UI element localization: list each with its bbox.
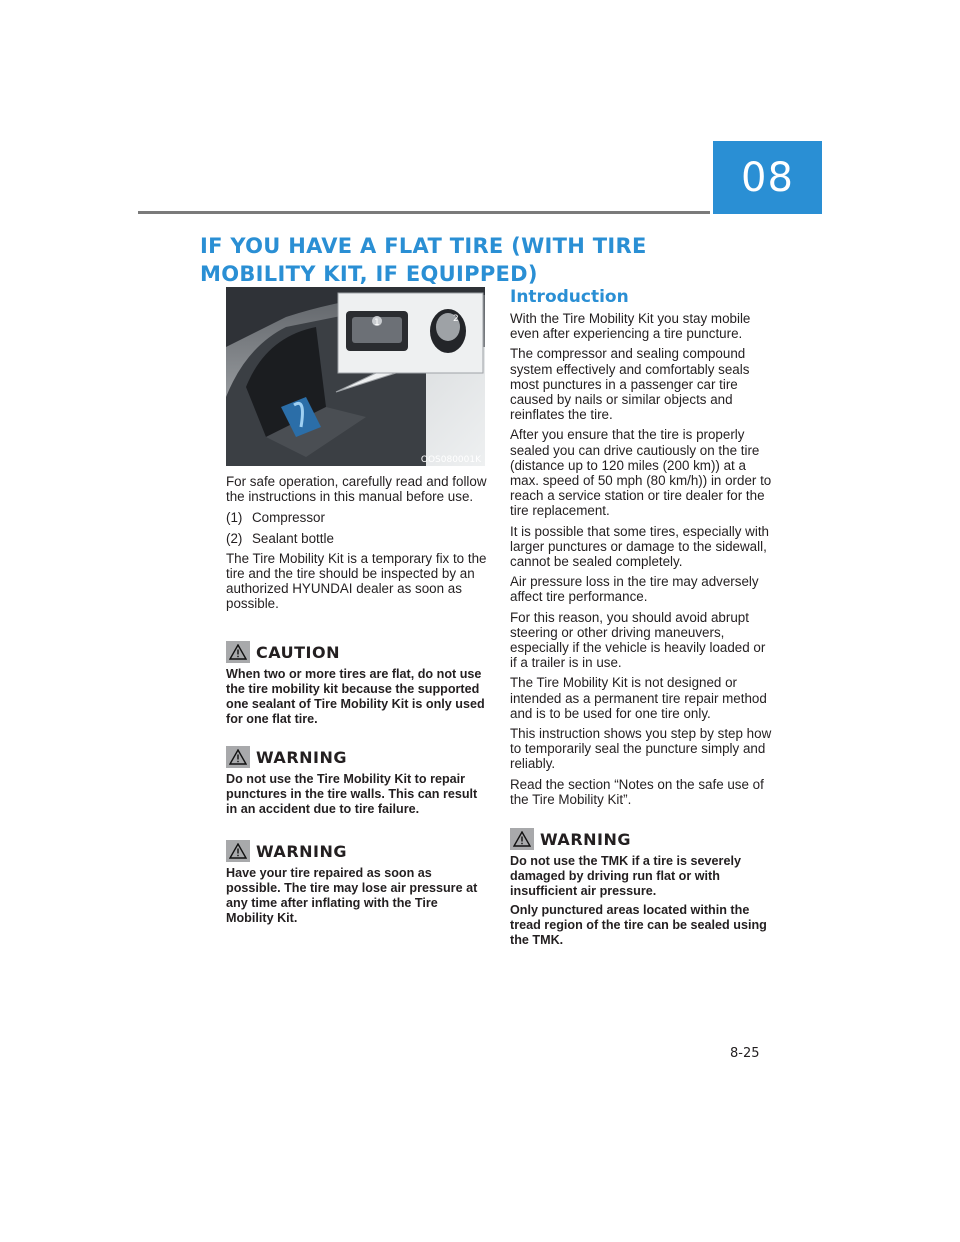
warning-block [226,840,488,926]
list-item-number: (1) [226,510,243,526]
callout-2: 2 [453,314,459,324]
warning-title: WARNING [256,841,347,861]
temporary-fix-paragraph: The Tire Mobility Kit is a temporary fix to the tire and the tire should be inspected by an authorized HYUNDAI dealer as soon as possible. [226,550,487,612]
warning-text: Do not use the Tire Mobility Kit to repair punctures in the tire walls. This can result in an accident due to tire failure. [226,772,478,816]
body-paragraph: Air pressure loss in the tire may adversely affect tire performance. [510,574,759,605]
list-item [226,531,488,546]
page-number: 8-25 [730,1046,760,1061]
warning-text: Have your tire repaired as soon as possible. The tire may lose air pressure at any time after inflating with the Tire Mobility Kit. [226,866,478,925]
trunk-figure [226,287,485,466]
warning-triangle-icon [510,828,534,850]
figure-code: OOS080001K [420,455,481,465]
warning-title: WARNING [256,747,347,767]
body-paragraph: It is possible that some tires, especially with larger punctures or damage to the sidewall, cannot be sealed completely. [510,523,769,570]
caution-title: CAUTION [256,642,340,662]
right-column [510,311,772,807]
list-item-label: Sealant bottle [252,530,334,546]
intro-paragraph: For safe operation, carefully read and follow the instructions in this manual before use. [226,474,487,505]
callout-1: 1 [374,318,380,328]
list-item [226,510,488,525]
warning-block [226,746,488,817]
body-paragraph: The compressor and sealing compound system effectively and comfortably seals most punctures in a passenger car tire caused by nails or similar objects and reinflates the tire. [510,346,750,423]
warning-title: WARNING [540,829,631,849]
body-paragraph: With the Tire Mobility Kit you stay mobile even after experiencing a tire puncture. [510,311,751,342]
warning-triangle-icon [226,641,250,663]
caution-block [226,641,488,727]
header-rule [138,211,710,214]
warning-triangle-icon [226,840,250,862]
list-item-number: (2) [226,530,243,546]
body-paragraph: This instruction shows you step by step how to temporarily seal the puncture simply and reliably. [510,726,772,772]
warning-triangle-icon [226,746,250,768]
body-paragraph: Read the section “Notes on the safe use of the Tire Mobility Kit”. [510,776,764,807]
list-item-label: Compressor [252,510,325,526]
body-paragraph: After you ensure that the tire is properly sealed you can drive cautiously on the tire (distance up to 120 miles (200 km)) at a max. speed of 50 mph (80 km/h)) in order to reach a service station or tire dealer for the tire replacement. [510,427,772,519]
body-paragraph: For this reason, you should avoid abrupt steering or other driving maneuvers, especially if the vehicle is heavily loaded or if a trailer is in use. [510,609,766,671]
caution-text: When two or more tires are flat, do not use the tire mobility kit because the supported one sealant of Tire Mobility Kit is only used for one flat tire. [226,667,485,726]
introduction-heading: Introduction [510,287,629,307]
warning-text: Only punctured areas located within the tread region of the tire can be sealed using the TMK. [510,903,767,947]
trunk-illustration [226,287,485,466]
section-title: IF YOU HAVE A FLAT TIRE (WITH TIRE MOBILITY KIT, IF EQUIPPED) [200,234,647,286]
chapter-tab: 08 [713,141,822,214]
body-paragraph: The Tire Mobility Kit is not designed or intended as a permanent tire repair method and is to be used for one tire only. [510,675,767,721]
warning-block [510,828,772,948]
left-column [226,474,488,612]
warning-text: Do not use the TMK if a tire is severely damaged by driving run flat or with insufficient air pressure. [510,854,741,898]
